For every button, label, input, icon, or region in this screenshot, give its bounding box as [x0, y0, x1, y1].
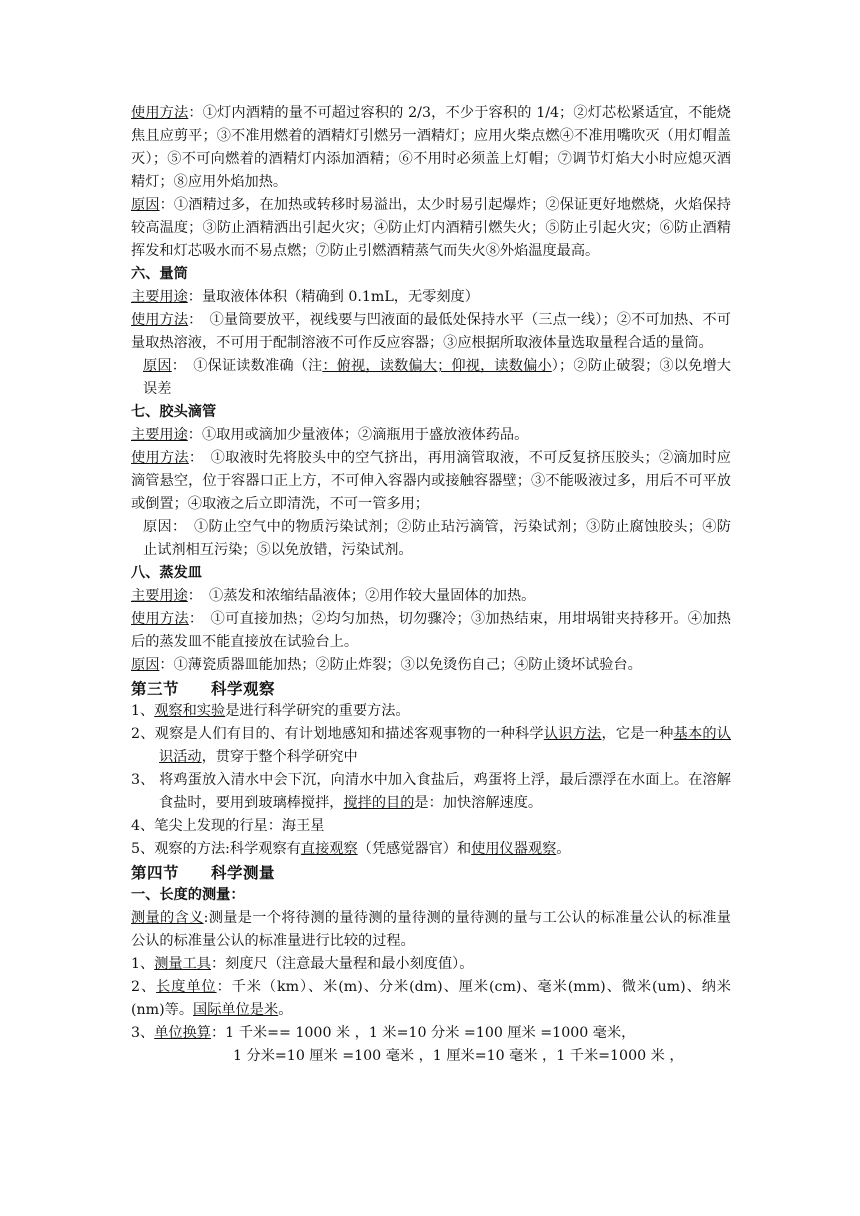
lamp-reason-label: 原因 [131, 197, 160, 213]
dropper-reason-paragraph: 原因： ①防止空气中的物质污染试剂；②防止玷污滴管，污染试剂；③防止腐蚀胶头；④防止试剂相互污染；⑤以免放错，污染试剂。 [143, 519, 731, 558]
observation-experiment-term: 观察和实验 [154, 703, 226, 719]
item-text: （凭感觉器官）和 [357, 841, 472, 857]
section-4-title: 第四节 科学测量 [131, 863, 276, 882]
dish-method-paragraph [131, 608, 731, 654]
page-content [131, 102, 731, 1068]
item-text: ，贯穿于整个科学研究中 [201, 749, 358, 765]
unit-text: ：千米（km）、米(m)、分米(dm)、厘米(cm)、毫米(mm)、微米(um)、纳米(nm)等。 [131, 979, 731, 1018]
conversion-label: 单位换算 [154, 1025, 211, 1041]
lamp-method-label: 使用方法 [131, 105, 189, 121]
direct-observation-term: 直接观察 [300, 841, 358, 857]
dropper-method-paragraph [131, 447, 731, 516]
cylinder-method-text: ： ①量筒要放平，视线要与凹液面的最低处保持水平（三点一线）；②不可加热、不可量取热溶液，不可用于配制溶液不可作反应容器；③应根据所取液体量选取量程合适的量筒。 [131, 312, 731, 351]
item-number: 3、 [131, 1025, 155, 1041]
instrument-observation-term: 使用仪器观察 [471, 841, 557, 857]
item-number: 1、 [131, 703, 155, 719]
dropper-heading: 七、胶头滴管 [131, 404, 217, 420]
item-text: 2、观察是人们有目的、有计划地感知和描述客观事物的一种科学 [131, 726, 544, 742]
unit-end: 。 [278, 1002, 293, 1018]
item-text: ，它是一种 [601, 726, 674, 742]
cylinder-reason-label: 原因 [143, 358, 172, 374]
stirring-purpose-term: 搅拌的目的 [343, 795, 415, 811]
dish-method-label: 使用方法 [131, 611, 189, 627]
dish-heading: 八、蒸发皿 [131, 565, 202, 581]
dropper-use-label: 主要用途 [131, 427, 188, 443]
dish-use-label: 主要用途 [131, 588, 188, 604]
section-3-item-3 [131, 769, 731, 815]
dish-use-text: ： ①蒸发和浓缩结晶液体；②用作较大量固体的加热。 [187, 588, 536, 604]
dish-reason-text: ：①薄瓷质器皿能加热；②防止炸裂；③以免烫伤自己；④防止烫坏试验台。 [159, 657, 642, 673]
dropper-method-text: ： ①取液时先将胶头中的空气挤出，再用滴管取液，不可反复挤压胶头；②滴加时应滴管悬空，位于容器口正上方，不可伸入容器内或接触容器壁；③不能吸液过多，用后不可平放或倒置；④取液之后立即清洗，不可一管多用； [131, 450, 731, 512]
dropper-method-label: 使用方法 [131, 450, 189, 466]
dropper-use-paragraph [131, 424, 731, 447]
lamp-reason-text: ：①酒精过多，在加热或转移时易溢出，太少时易引起爆炸；②保证更好地燃烧，火焰保持较高温度；③防止酒精洒出引起火灾；④防止灯内酒精引燃失火；⑤防止引起火灾；⑥防止酒精挥发和灯芯吸水而不易点燃；⑦防止引燃酒精蒸气而失火⑧外焰温度最高。 [131, 197, 731, 259]
tool-text: ：刻度尺（注意最大量程和最小刻度值）。 [210, 956, 474, 972]
cylinder-method-label: 使用方法 [131, 312, 189, 328]
cylinder-reason-paragraph [131, 355, 731, 401]
definition-text: :测量是一个将待测的量待测的量待测的量待测的量与工公认的标准量公认的标准量公认的标准量公认的标准量进行比较的过程。 [131, 910, 731, 949]
measurement-definition [131, 907, 731, 953]
section-3-title: 第三节 科学观察 [131, 679, 276, 698]
item-text: 是进行科学研究的重要方法。 [225, 703, 410, 719]
section-3-item-5 [131, 838, 731, 861]
definition-label: 测量的含义 [131, 910, 204, 926]
unit-label: 长度单位 [156, 979, 217, 995]
dish-method-text: ： ①可直接加热；②均匀加热，切勿骤冷；③加热结束，用坩埚钳夹持移开。④加热后的蒸发皿不能直接放在试验台上。 [131, 611, 731, 650]
cylinder-reason-post: ）；②防止破裂；③以免增大误差 [143, 358, 731, 397]
lamp-method-paragraph [131, 102, 731, 194]
cylinder-reason-note: ：俯视，读数偏大；仰视，读数偏小 [322, 358, 552, 374]
conversion-line-1: ：1 千米== 1000 米 ，1 米=10 分米 =100 厘米 =1000 毫米， [210, 1025, 636, 1041]
item-text: 是：加快溶解速度。 [414, 795, 543, 811]
lamp-method-text: ：①灯内酒精的量不可超过容积的 2/3，不少于容积的 1/4；②灯芯松紧适宜，不能烧焦且应剪平；③不准用燃着的酒精灯引燃另一酒精灯；应用火柴点燃④不准用嘴吹灭（用灯帽盖灭）；⑤不可向燃着的酒精灯内添加酒精；⑥不用时必须盖上灯帽；⑦调节灯焰大小时应熄灭酒精灯；⑧应用外焰加热。 [131, 105, 731, 190]
lamp-reason-paragraph [131, 194, 731, 263]
item-number: 2、 [131, 979, 157, 995]
dish-use-paragraph [131, 585, 731, 608]
measurement-tool-item [131, 953, 731, 976]
cognition-method-term: 认识方法 [543, 726, 602, 742]
section-3-item-1 [131, 700, 731, 723]
si-unit-note: 国际单位是米 [193, 1002, 279, 1018]
basic-cognition-term: 基本的认识活动 [159, 726, 731, 765]
item-text: 3、 将鸡蛋放入清水中会下沉，向清水中加入食盐后，鸡蛋将上浮，最后漂浮在水面上。在溶解食盐时，要用到玻璃棒搅拌， [131, 772, 731, 811]
item-text: 5、观察的方法:科学观察有 [131, 841, 301, 857]
cylinder-heading: 六、量筒 [131, 266, 188, 282]
length-unit-item [131, 976, 731, 1022]
dropper-use-text: ：①取用或滴加少量液体；②滴瓶用于盛放液体药品。 [187, 427, 529, 443]
cylinder-use-text: ：量取液体体积（精确到 0.1mL，无零刻度） [187, 289, 479, 305]
unit-conversion-item [131, 1022, 731, 1045]
cylinder-method-paragraph [131, 309, 731, 355]
unit-conversion-line-2: 1 分米=10 厘米 =100 毫米 ，1 厘米=10 毫米 ，1 千米=1000 米 ， [233, 1048, 684, 1064]
cylinder-use-paragraph [131, 286, 731, 309]
item-text: 。 [556, 841, 571, 857]
tool-label: 测量工具 [154, 956, 211, 972]
cylinder-reason-pre: ： ①保证读数准确（注 [171, 358, 323, 374]
dish-reason-label: 原因 [131, 657, 160, 673]
length-measurement-heading: 一、长度的测量： [131, 887, 245, 903]
cylinder-use-label: 主要用途 [131, 289, 188, 305]
dish-reason-paragraph [131, 654, 731, 677]
section-3-item-4: 4、笔尖上发现的行星：海王星 [131, 818, 325, 834]
item-number: 1、 [131, 956, 155, 972]
section-3-item-2 [131, 723, 731, 769]
